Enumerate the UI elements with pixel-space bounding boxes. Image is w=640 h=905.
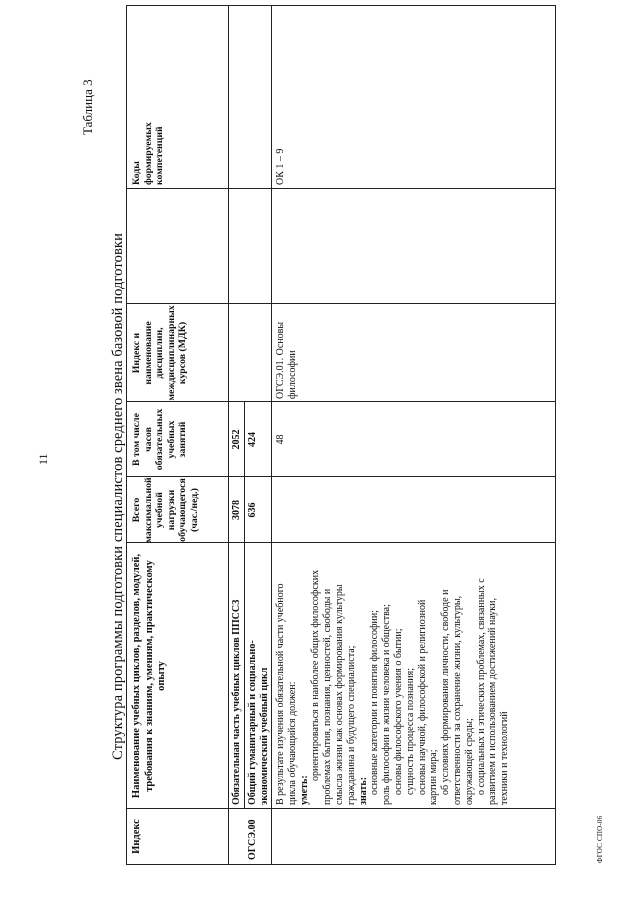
header-max-load: Всего максимальной учебной нагрузки обучающегося (час./нед.) xyxy=(131,477,200,543)
ogse01-description: В результате изучения обязательной части учебного цикла обучающийся должен: уметь: ориентироваться в наиболее общих философских проблемах бытия, познания, ценностей, свободы и смысла жизни как основах формирования культуры гражданина и будущего специалиста; знать: основные категории и понятия философии; роль философии в жизни человека и общества; основы философского учения о бытии; сущность процесса познания; основы научной, философской и религиозной картин мира; об условиях формирования личности, свободе и ответственности за сохранение жизни, культуры, окружающей среды; о социальных и этических проблемах, связанных с развитием и использованием достижений науки, техники и технологий xyxy=(275,569,511,805)
ogse01-discipline: ОГСЭ.01. Основы философии xyxy=(275,321,298,399)
ogse-name: Общий гуманитарный и социально- экономический учебный цикл xyxy=(247,640,270,805)
mandatory-part-max-load: 3078 xyxy=(231,500,242,520)
header-competencies: Коды формируемых компетенций xyxy=(131,122,165,185)
grid-line xyxy=(127,808,555,809)
header-discipline: Индекс и наименование дисциплин, междисциплинарных курсов (МДК) xyxy=(131,305,188,401)
grid-line xyxy=(244,402,245,809)
header-index: Индекс xyxy=(131,819,142,854)
footer-code: ФГОС СПО-06 xyxy=(596,815,604,863)
grid-line xyxy=(127,303,555,304)
grid-line xyxy=(271,6,272,864)
ogse-max-load: 636 xyxy=(247,502,258,518)
grid-line xyxy=(127,401,555,402)
mandatory-part-hours: 2052 xyxy=(231,429,242,450)
mandatory-part-name: Обязательная часть учебных циклов ППССЗ xyxy=(231,599,242,805)
header-name: Наименование учебных циклов, разделов, модулей, требования к знаниям, умениям, практическому опыту xyxy=(131,553,167,799)
grid-line xyxy=(127,188,555,189)
grid-line xyxy=(228,6,229,864)
table-title: Структура программы подготовки специалистов среднего звена базовой подготовки xyxy=(110,233,126,760)
header-mandatory: В том числе часов обязательных учебных занятий xyxy=(131,408,188,471)
ogse01-competencies: ОК 1 – 9 xyxy=(275,148,286,185)
table-number: Таблица 3 xyxy=(80,79,95,135)
ogse-index: ОГСЭ.00 xyxy=(247,819,258,860)
structure-table xyxy=(126,5,556,865)
ogse01-hours: 48 xyxy=(275,434,286,445)
ogse-hours: 424 xyxy=(247,432,258,447)
page-number: 11 xyxy=(36,453,50,465)
